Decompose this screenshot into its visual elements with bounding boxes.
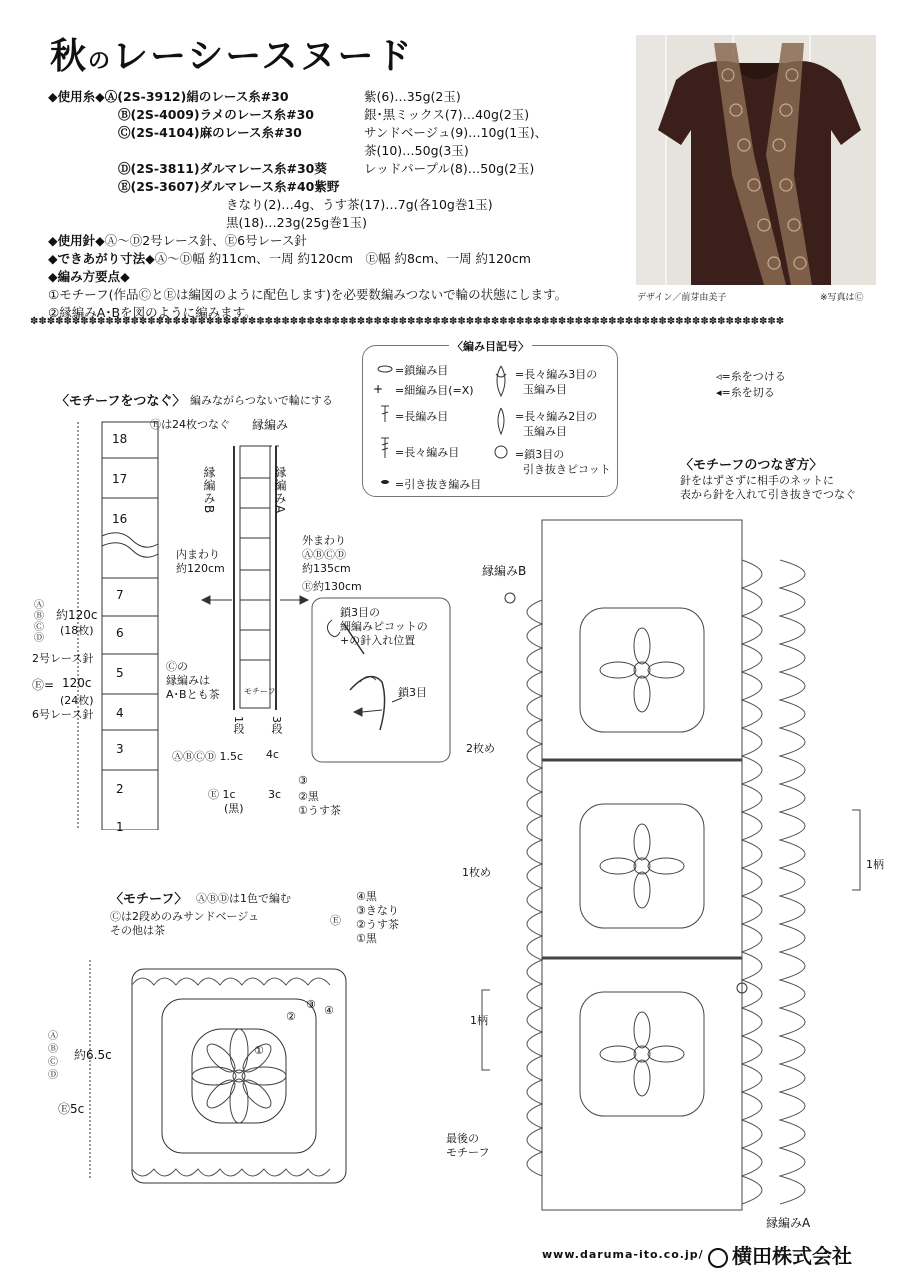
- count-e: (24枚): [60, 694, 94, 707]
- yarn-label: ◆使用糸◆: [48, 89, 105, 104]
- motif-e-size: Ⓔ5c: [58, 1102, 85, 1116]
- joining-last-1: 最後の: [446, 1132, 479, 1145]
- repeat-bracket-right: [852, 810, 860, 890]
- row-1-label: 1段: [232, 716, 245, 734]
- size-row: ◆できあがり寸法◆Ⓐ～Ⓓ幅 約11cm、一周 約120cm Ⓔ幅 約8cm、一周 約120cm: [48, 251, 531, 266]
- photo-note: ※写真はⒸ: [820, 293, 864, 303]
- row-3-label: 3段: [270, 716, 283, 734]
- motif-abcd: Ⓐ Ⓑ Ⓒ Ⓓ: [48, 1031, 58, 1081]
- footer-url[interactable]: www.daruma-ito.co.jp/: [542, 1248, 704, 1261]
- page-title: 秋のレーシースヌード: [50, 36, 414, 77]
- yarn-row-d: Ⓓ(2S-3811)ダルマレース糸#30葵 レッドパープル(8)…50g(2玉): [118, 161, 535, 176]
- attach-yarn-legend: ◃=糸をつける: [716, 370, 786, 383]
- edge-a-vertical: 縁編みA: [273, 466, 287, 515]
- joining-last-2: モチーフ: [446, 1146, 490, 1159]
- motif-num-18: 18: [112, 432, 128, 446]
- width-3c: 3c: [268, 788, 282, 801]
- footer-company: 横田株式会社: [708, 1240, 852, 1269]
- motif-mini-label: モチーフ: [244, 687, 276, 696]
- round-2-black: ②黒: [298, 790, 319, 803]
- yarn-row-e1: きなり(2)…4g、うす茶(17)…7g(各10g巻1玉): [226, 197, 493, 212]
- motif-petals: [192, 1029, 286, 1123]
- joining-note-1: 針をはずさずに相手のネットに: [680, 474, 834, 487]
- picot-note-2: 細編みピコットの: [340, 620, 428, 633]
- chain-symbol: [378, 366, 392, 372]
- motif-round-4: ④: [324, 1004, 334, 1017]
- abcd-list: Ⓐ Ⓑ Ⓒ Ⓓ: [34, 600, 44, 644]
- edge-label: 縁編み: [252, 418, 289, 432]
- yarn-row-e: Ⓔ(2S-3607)ダルマレース糸#40紫野: [118, 179, 340, 194]
- join-sub: 編みながらつないで輪にする: [190, 394, 333, 407]
- needle-abcd: 2号レース針: [32, 652, 94, 665]
- c-note-3: A･Bとも茶: [166, 688, 220, 701]
- motif-c1: Ⓒは2段めのみサンドベージュ: [110, 910, 260, 923]
- joining-repeat-left: 1柄: [470, 1014, 488, 1027]
- edge-b-vertical: 縁編みB: [202, 466, 216, 515]
- motif-abd: ⒶⒷⒹは1色で編む: [196, 892, 291, 905]
- motif-c2: その他は茶: [110, 924, 165, 937]
- bobble2-symbol: [498, 408, 504, 434]
- outer-length: 約135cm: [302, 562, 351, 575]
- round-1: ①うす茶: [298, 804, 341, 817]
- yarn-row-a: ◆使用糸◆Ⓐ(2S-3912)絹のレース糸#30 紫(6)…35g(2玉): [48, 89, 461, 104]
- separator: ✽✽✽✽✽✽✽✽✽✽✽✽✽✽✽✽✽✽✽✽✽✽✽✽✽✽✽✽✽✽✽✽✽✽✽✽✽✽✽✽✽✽✽✽✽✽✽✽✽✽✽✽✽✽✽✽✽✽✽✽✽✽✽✽✽✽✽✽✽✽✽✽✽✽✽✽✽✽✽✽✽✽✽✽✽✽✽✽✽✽: [30, 316, 785, 327]
- snood-photo-illustration: [636, 35, 876, 285]
- motif-chart: [40, 955, 370, 1195]
- edge-a-loops: [742, 560, 805, 1204]
- joining-frame: [542, 520, 742, 1210]
- stitch-legend: 〈編み目記号〉 + =鎖編み目 =細編み目(=X) =長編み目 =長々編み目 =引き抜き編み目 =長々編み3目の 玉編み目 =長々編み2目の 玉編み目 =鎖3目の 引き抜きピコット: [362, 345, 618, 497]
- length-abcd: 約120c: [56, 608, 98, 622]
- yarn-row-c2: 茶(10)…50g(3玉): [364, 143, 469, 158]
- joining-edge-a: 縁編みA: [766, 1216, 811, 1230]
- motif-num-1: 1: [116, 820, 124, 834]
- cut-yarn-legend: ◂=糸を切る: [716, 386, 775, 399]
- cut-arrow-icon: ◂: [716, 386, 722, 399]
- picot-note-3: +の針入れ位置: [340, 634, 416, 647]
- motif-num-3: 3: [116, 742, 124, 756]
- c-note-1: Ⓒの: [166, 660, 188, 673]
- yarn-row-c: Ⓒ(2S-4104)麻のレース糸#30 サンドベージュ(9)…10g(1玉)、: [118, 125, 548, 140]
- joining-note-2: 表から針を入れて引き抜きでつなぐ: [680, 488, 856, 501]
- width-e: Ⓔ 1c: [208, 788, 236, 801]
- point-1: ①モチーフ(作品ⒸとⒺは編図のように配色します)を必要数編みつないで輪の状態にします。: [48, 287, 568, 302]
- joining-motif-rosettes: [580, 608, 704, 1116]
- bobble3-symbol: [496, 366, 506, 396]
- repeat-bracket-left: [482, 990, 490, 1070]
- inner-label: 内まわり: [176, 548, 220, 561]
- sc-symbol: +: [373, 382, 384, 396]
- joining-heading: 〈モチーフのつなぎ方〉: [680, 458, 823, 473]
- joining-edge-b: 縁編みB: [482, 564, 527, 578]
- inner-length: 約120cm: [176, 562, 225, 575]
- e-note: Ⓔは24枚つなぐ: [150, 418, 230, 431]
- joining-second: 2枚め: [466, 742, 495, 755]
- yarn-row-e2: 黒(18)…23g(25g巻1玉): [226, 215, 368, 230]
- motif-round-3: ③: [306, 998, 316, 1011]
- point-2: ②縁編みA･Bを図のように編みます。: [48, 305, 257, 320]
- length-e: 120c: [62, 676, 92, 690]
- picot-note-1: 鎖3目の: [340, 606, 380, 619]
- motif-num-5: 5: [116, 666, 124, 680]
- e-equals: Ⓔ=: [32, 678, 55, 692]
- round-3: ③: [298, 774, 308, 787]
- motif-num-6: 6: [116, 626, 124, 640]
- motif-size: 約6.5c: [74, 1048, 112, 1062]
- legend-title: 〈編み目記号〉: [449, 338, 532, 354]
- width-abcd: ⒶⒷⒸⒹ 1.5c: [172, 750, 244, 763]
- outer-label: 外まわり: [302, 534, 346, 547]
- join-heading: 〈モチーフをつなぐ〉: [56, 394, 186, 409]
- motif-round-2: ②: [286, 1010, 296, 1023]
- edge-b-loops: [527, 600, 542, 1176]
- joining-first: 1枚め: [462, 866, 491, 879]
- daruma-logo-icon: [708, 1248, 728, 1268]
- motif-num-16: 16: [112, 512, 128, 526]
- e-black: (黒): [224, 802, 244, 815]
- picot-symbol: [495, 446, 507, 458]
- materials-block: [48, 88, 567, 322]
- points-row: ◆編み方要点◆: [48, 269, 130, 284]
- count-abcd: (18枚): [60, 624, 94, 637]
- motif-e-label: Ⓔ: [330, 914, 341, 927]
- needle-e: 6号レース針: [32, 708, 94, 721]
- motif-heading: 〈モチーフ〉: [110, 892, 188, 907]
- needle-row: ◆使用針◆Ⓐ～Ⓓ2号レース針、Ⓔ6号レース針: [48, 233, 307, 248]
- motif-num-17: 17: [112, 472, 128, 486]
- outer-abcd: ⒶⒷⒸⒹ: [302, 548, 346, 561]
- yarn-row-b: Ⓑ(2S-4009)ラメのレース糸#30 銀･黒ミックス(7)…40g(2玉): [118, 107, 530, 122]
- c-note-2: 縁編みは: [166, 674, 210, 687]
- motif-round-1: ①: [254, 1044, 264, 1057]
- width-4c: 4c: [266, 748, 280, 761]
- motif-num-7: 7: [116, 588, 124, 602]
- motif-strip: [102, 422, 158, 830]
- start-marker-b: [505, 593, 515, 603]
- designer-credit: デザイン／前芽由美子: [637, 293, 727, 303]
- joining-repeat-right: 1柄: [866, 858, 884, 871]
- outer-e-length: Ⓔ約130cm: [302, 580, 362, 593]
- product-photo: [636, 35, 876, 285]
- motif-num-4: 4: [116, 706, 124, 720]
- attach-arrow-icon: ◃: [716, 370, 722, 383]
- motif-num-2: 2: [116, 782, 124, 796]
- joining-chart: [480, 510, 880, 1220]
- chain3-label: 鎖3目: [398, 686, 427, 699]
- motif-e-rows: ④黒 ③きなり ②うす茶 ①黒: [356, 890, 399, 945]
